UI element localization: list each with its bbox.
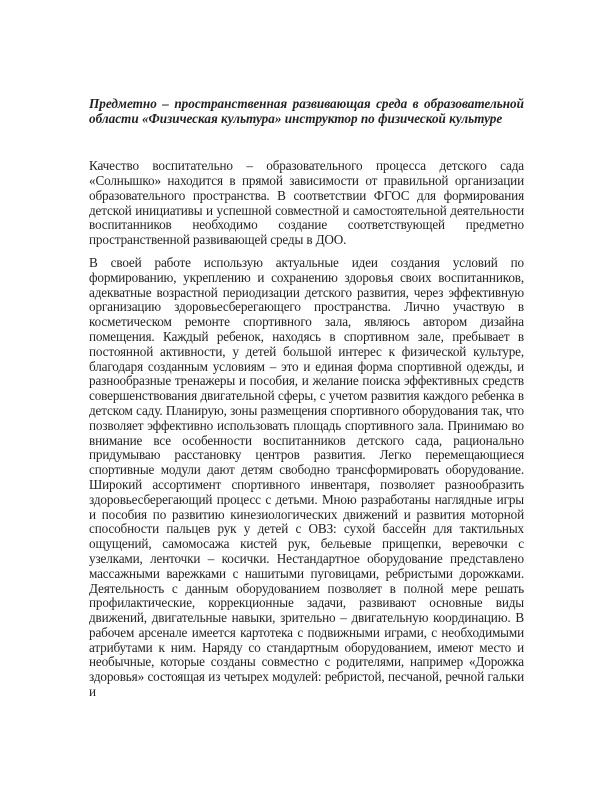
paragraph-intro: Качество воспитательно – образовательного процесса детского сада «Солнышко» находится в прямой зависимости от правильной организации образовательного пространства. В соответствии ФГОС для формирования детской инициативы и успешной совместной и самостоятельной деятельности воспитанников необходимо создание соответствующей предметно пространственной развивающей среды в ДОО.: [89, 158, 524, 248]
document-title: Предметно – пространственная развивающая среда в образовательной области «Физическая культура» инструктор по физической культуре: [89, 96, 524, 126]
paragraph-main: В своей работе использую актуальные идеи создания условий по формированию, укреплению и сохранению здоровья своих воспитанников, адекватные возрастной периодизации детского развития, через эффективную организацию здоровьесберегающего пространства. Лично участвую в косметическом ремонте спортивного зала, являюсь автором дизайна помещения. Каждый ребенок, находясь в спортивном зале, пребывает в постоянной активности, у детей большой интерес к физической культуре, благодаря созданным условиям – это и единая форма спортивной одежды, и разнообразные тренажеры и пособия, и желание поиска эффективных средств совершенствования двигательной сферы, с учетом развития каждого ребенка в детском саду. Планирую, зоны размещения спортивного оборудования так, что позволяет эффективно использовать площадь спортивного зала. Принимаю во внимание все особенности воспитанников детского сада, рационально придумываю расстановку центров развития. Легко перемещающиеся спортивные модули дают детям свободно трансформировать оборудование. Широкий ассортимент спортивного инвентаря, позволяет разнообразить здоровьесберегающий процесс с детьми. Мною разработаны наглядные игры и пособия по развитию кинезиологических движений и развития моторной способности пальцев рук у детей с ОВЗ: сухой бассейн для тактильных ощущений, самомосажа кистей рук, бельевые прищепки, веревочки с узелками, ленточки – косички. Нестандартное оборудование представлено массажными варежками с нашитыми пуговицами, ребристыми дорожками. Деятельность с данным оборудованием позволяет в полной мере решать профилактические, коррекционные задачи, развивают основные виды движений, двигательные навыки, зрительно – двигательную координацию. В рабочем арсенале имеется картотека с подвижными играми, с необходимыми атрибутами к ним. Наряду со стандартным оборудованием, имеют место и необычные, которые созданы совместно с родителями, например «Дорожка здоровья» состоящая из четырех модулей: ребристой, песчаной, речной гальки и: [89, 254, 524, 700]
document-body: [89, 97, 524, 700]
